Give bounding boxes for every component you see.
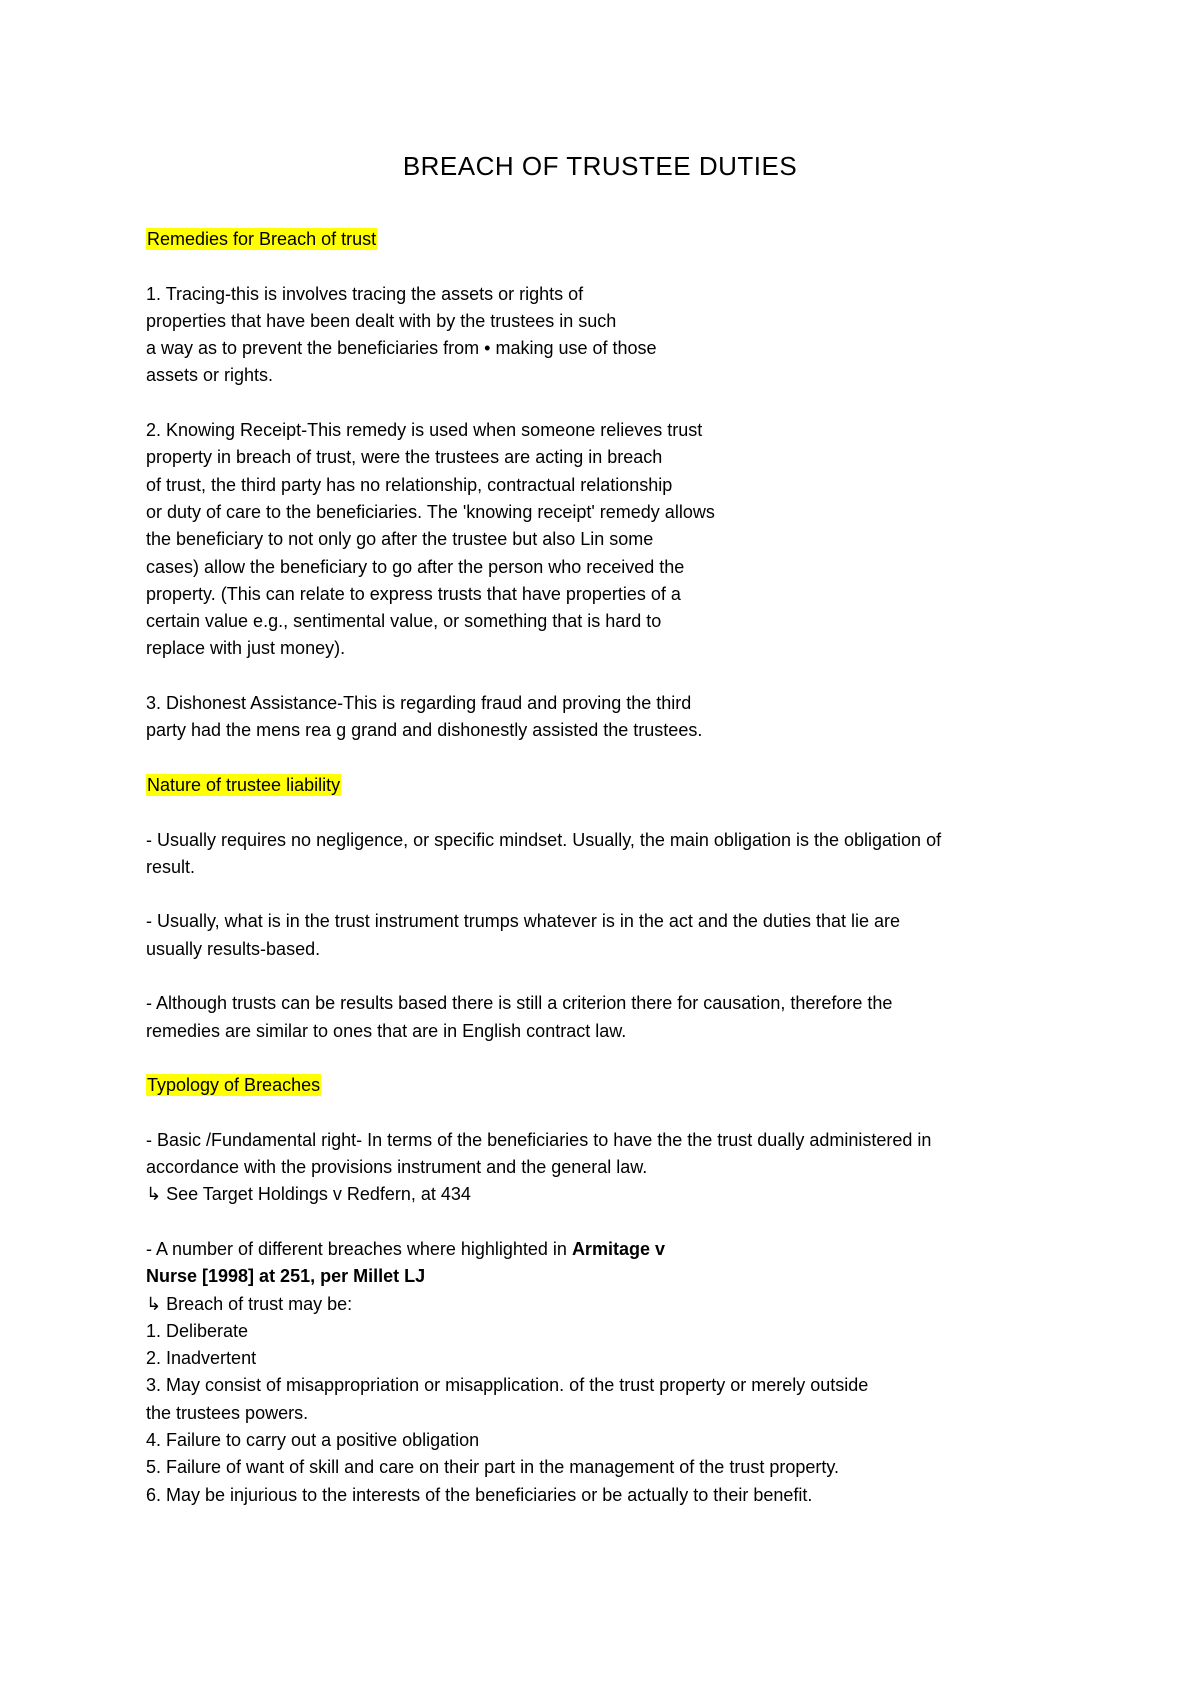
paragraph-line: properties that have been dealt with by the trustees in such xyxy=(146,310,617,331)
list-item: 6. May be injurious to the interests of the beneficiaries or be actually to their benefit. xyxy=(146,1484,813,1505)
highlighted-heading: Typology of Breaches xyxy=(147,1075,321,1096)
paragraph-line: property in breach of trust, were the trustees are acting in breach xyxy=(146,447,663,468)
paragraph-line: - Although trusts can be results based there is still a criterion there for causation, therefore the xyxy=(146,993,893,1014)
list-item-continuation: the trustees powers. xyxy=(146,1402,309,1423)
paragraph-line: 1. Tracing-this is involves tracing the assets or rights of xyxy=(146,283,584,304)
blank-line xyxy=(146,963,1066,990)
blank-line xyxy=(146,663,1066,690)
case-reference-line: ↳ See Target Holdings v Redfern, at 434 xyxy=(146,1184,471,1205)
case-citation-bold: Nurse [1998] at 251, per Millet LJ xyxy=(146,1266,426,1287)
page-title: BREACH OF TRUSTEE DUTIES xyxy=(402,151,798,181)
paragraph-line: a way as to prevent the beneficiaries from • making use of those xyxy=(146,338,657,359)
document-body xyxy=(146,226,1066,1509)
paragraph-line: of trust, the third party has no relationship, contractual relationship xyxy=(146,474,673,495)
paragraph-line: certain value e.g., sentimental value, or something that is hard to xyxy=(146,611,662,632)
paragraph-line: accordance with the provisions instrument and the general law. xyxy=(146,1157,648,1178)
blank-line xyxy=(146,881,1066,908)
blank-line xyxy=(146,799,1066,826)
paragraph-line: usually results-based. xyxy=(146,938,321,959)
paragraph-line: or duty of care to the beneficiaries. The 'knowing receipt' remedy allows xyxy=(146,501,715,522)
paragraph-line: replace with just money). xyxy=(146,638,346,659)
paragraph-line: ↳ Breach of trust may be: xyxy=(146,1293,353,1314)
highlighted-heading: Nature of trustee liability xyxy=(147,774,341,795)
list-item: 3. May consist of misappropriation or misapplication. of the trust property or merely outside xyxy=(146,1375,869,1396)
paragraph-line: party had the mens rea g grand and dishonestly assisted the trustees. xyxy=(146,720,703,741)
paragraph-line xyxy=(146,1236,1066,1263)
list-item: 5. Failure of want of skill and care on their part in the management of the trust property. xyxy=(146,1457,840,1478)
highlighted-heading: Remedies for Breach of trust xyxy=(147,229,377,249)
case-name-bold: Armitage v xyxy=(571,1238,665,1259)
blank-line xyxy=(146,1209,1066,1236)
paragraph-line: assets or rights. xyxy=(146,365,274,386)
paragraph-line: result. xyxy=(146,856,196,877)
paragraph-line: the beneficiary to not only go after the trustee but also Lin some xyxy=(146,529,654,550)
paragraph-line: 2. Knowing Receipt-This remedy is used when someone relieves trust xyxy=(146,420,703,441)
paragraph-line: cases) allow the beneficiary to go after the person who received the xyxy=(146,556,685,577)
section-heading-nature xyxy=(146,772,1066,799)
list-item: 4. Failure to carry out a positive obligation xyxy=(146,1430,480,1451)
blank-line xyxy=(146,1100,1066,1127)
paragraph-line: remedies are similar to ones that are in English contract law. xyxy=(146,1020,627,1041)
blank-line xyxy=(146,390,1066,417)
paragraph-line: 3. Dishonest Assistance-This is regarding fraud and proving the third xyxy=(146,693,692,714)
section-heading-typology xyxy=(146,1072,1066,1099)
text-run: - A number of different breaches where highlighted in xyxy=(146,1238,572,1259)
paragraph-line: - Usually requires no negligence, or specific mindset. Usually, the main obligation is the obligation of xyxy=(146,829,942,850)
blank-line xyxy=(146,745,1066,772)
list-item: 1. Deliberate xyxy=(146,1320,249,1341)
paragraph-line: property. (This can relate to express trusts that have properties of a xyxy=(146,583,681,604)
blank-line xyxy=(146,1045,1066,1072)
list-item: 2. Inadvertent xyxy=(146,1348,257,1369)
blank-line xyxy=(146,253,1066,280)
section-heading-remedies xyxy=(146,226,1066,253)
paragraph-line: - Basic /Fundamental right- In terms of the beneficiaries to have the the trust dually administered in xyxy=(146,1129,932,1150)
paragraph-line: - Usually, what is in the trust instrument trumps whatever is in the act and the duties that lie are xyxy=(146,911,901,932)
